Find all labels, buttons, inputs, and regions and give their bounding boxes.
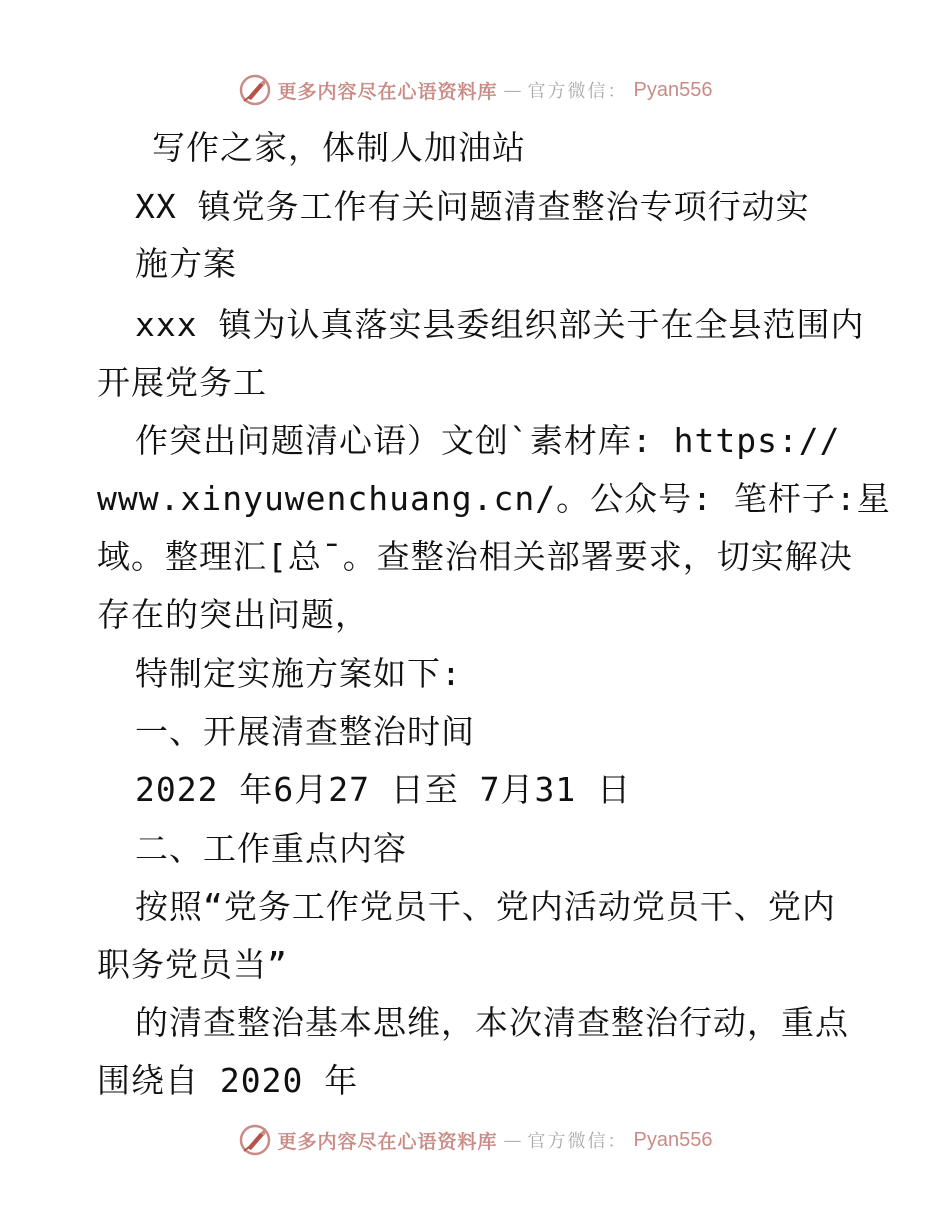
- text-line: 职务党员当”: [97, 945, 288, 984]
- watermark-separator: —: [503, 1129, 522, 1151]
- watermark-wechat-label: 官方微信：: [527, 1131, 628, 1152]
- watermark-separator: —: [503, 79, 522, 101]
- text-line: 的清查整治基本思维，本次清查整治行动，重点: [135, 1003, 849, 1042]
- watermark-wechat-label: 官方微信：: [527, 81, 628, 102]
- text-line: 写作之家，体制人加油站: [152, 128, 526, 167]
- quill-pen-logo-icon: [238, 1123, 272, 1157]
- watermark-wechat-id: Pyan556: [633, 1128, 713, 1151]
- text-line: 作突出问题清心语）文创`素材库: https://: [135, 421, 841, 460]
- text-line: 开展党务工: [97, 363, 267, 402]
- watermark-site-text: 更多内容尽在心语资料库: [277, 80, 498, 103]
- document-title-line: 施方案: [135, 244, 237, 283]
- watermark-footer: [0, 1120, 950, 1160]
- text-line: 特制定实施方案如下:: [135, 654, 462, 693]
- text-line: 按照“党务工作党员干、党内活动党员干、党内: [135, 887, 836, 926]
- quill-pen-logo-icon: [238, 73, 272, 107]
- text-line: www.xinyuwenchuang.cn/。公众号: 笔杆子:星: [97, 479, 891, 518]
- text-line: 2022 年6月27 日至 7月31 日: [135, 770, 632, 809]
- text-line: 域。整理汇[总¯。查整治相关部署要求，切实解决: [97, 537, 853, 576]
- watermark-wechat-id: Pyan556: [633, 78, 713, 101]
- watermark-header: [0, 70, 950, 110]
- watermark-site-text: 更多内容尽在心语资料库: [277, 1130, 498, 1153]
- text-line: xxx 镇为认真落实县委组织部关于在全县范围内: [135, 305, 865, 344]
- document-title-line: XX 镇党务工作有关问题清查整治专项行动实: [135, 187, 810, 226]
- text-line: 存在的突出问题，: [97, 595, 369, 634]
- section-heading: 一、开展清查整治时间: [135, 712, 475, 751]
- text-line: 围绕自 2020 年: [97, 1061, 359, 1100]
- section-heading: 二、工作重点内容: [135, 829, 407, 868]
